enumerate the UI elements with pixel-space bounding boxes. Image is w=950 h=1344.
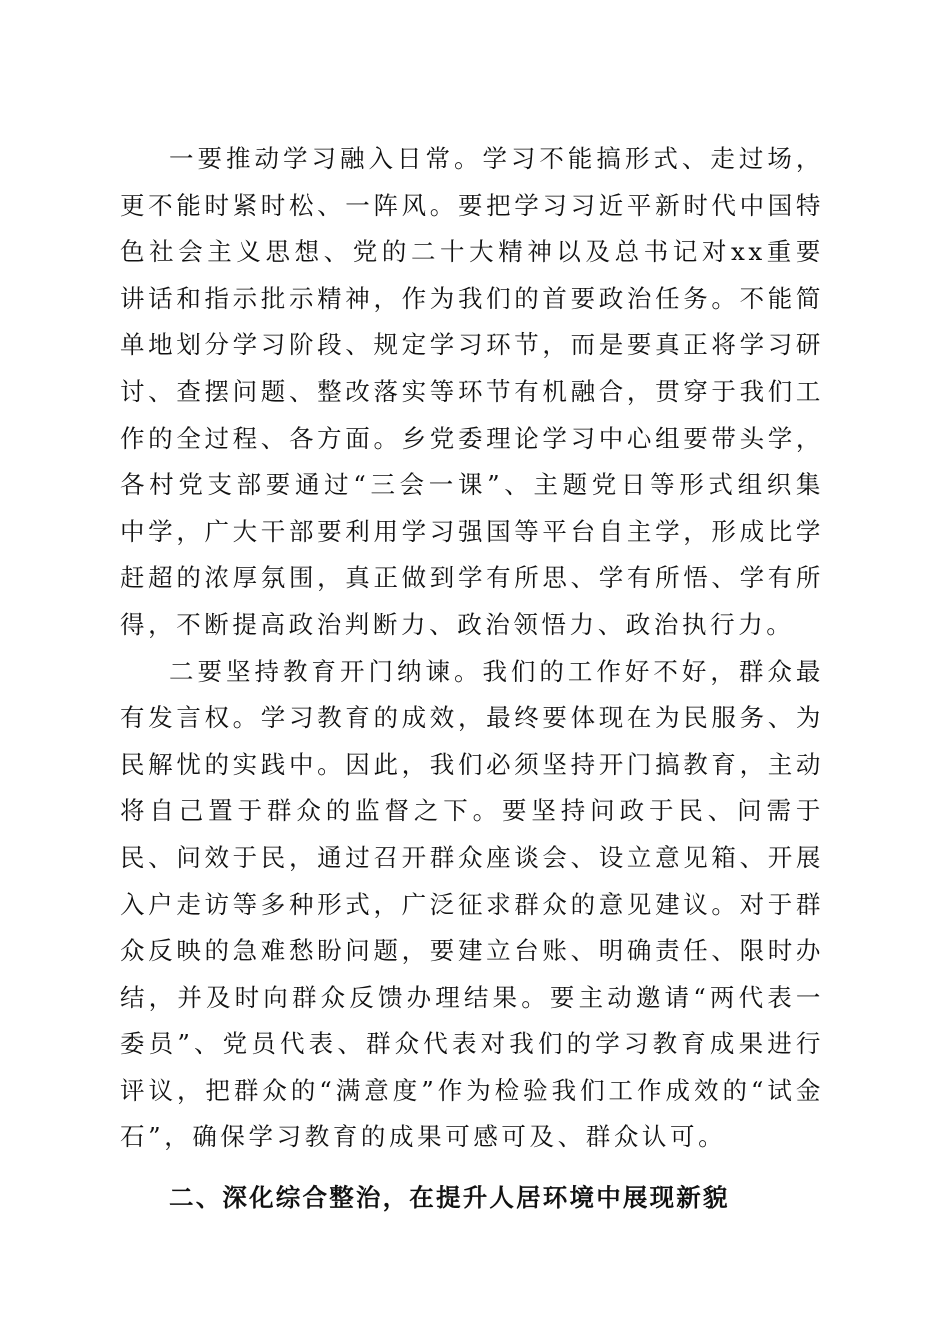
paragraph-study-integration: 一要推动学习融入日常。学习不能搞形式、走过场，更不能时紧时松、一阵风。要把学习习近平新时代中国特色社会主义思想、党的二十大精神以及总书记对xx重要讲话和指示批示精神，作为我们的首要政治任务。不能简单地划分学习阶段、规定学习环节，而是要真正将学习研讨、查摆问题、整改落实等环节有机融合，贯穿于我们工作的全过程、各方面。乡党委理论学习中心组要带头学，各村党支部要通过“三会一课”、主题党日等形式组织集中学，广大干部要利用学习强国等平台自主学，形成比学赶超的浓厚氛围，真正做到学有所思、学有所悟、学有所得，不断提高政治判断力、政治领悟力、政治执行力。 [120, 144, 824, 639]
document-body [120, 136, 824, 1222]
section-heading: 二、深化综合整治，在提升人居环境中展现新貌 [169, 1183, 730, 1213]
paragraph-open-education: 二要坚持教育开门纳谏。我们的工作好不好，群众最有发言权。学习教育的成效，最终要体现在为民服务、为民解忧的实践中。因此，我们必须坚持开门搞教育，主动将自己置于群众的监督之下。要坚持问政于民、问需于民、问效于民，通过召开群众座谈会、设立意见箱、开展入户走访等多种形式，广泛征求群众的意见建议。对于群众反映的急难愁盼问题，要建立台账、明确责任、限时办结，并及时向群众反馈办理结果。要主动邀请“两代表一委员”、党员代表、群众代表对我们的学习教育成果进行评议，把群众的“满意度”作为检验我们工作成效的“试金石”，确保学习教育的成果可感可及、群众认可。 [120, 656, 824, 1152]
